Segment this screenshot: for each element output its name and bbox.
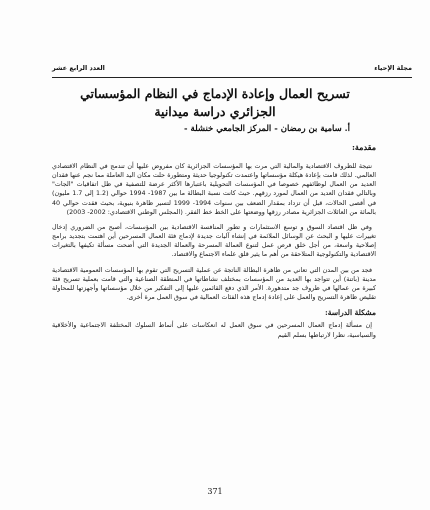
author-line: أ. سامية بن رمضان - المركز الجامعي خنشلة - bbox=[184, 124, 350, 134]
title-line-1: تسريح العمال وإعادة الإدماج في النظام المؤسساتي bbox=[80, 86, 350, 101]
header-rule bbox=[52, 77, 412, 78]
issue-label: العدد الرابع عشر bbox=[52, 64, 105, 72]
intro-heading: مقدمة: bbox=[351, 142, 376, 152]
title-line-2: الجزائري دراسة ميدانية bbox=[154, 104, 276, 119]
running-header bbox=[52, 62, 412, 76]
article-body bbox=[52, 150, 376, 482]
paragraph: نتيجة للظروف الاقتصادية والمالية التي مرت بها المؤسسات الجزائرية كان مفروض عليها أن تندمج في النظام الاقتصادي العالمي. لذلك قامت بإعادة هيكلة مؤسساتها واعتمدت تكنولوجيا حديثة ومتطورة حلت مكان اليد العاملة مما نجم عنها فقدان العديد من العمال لوظائفهم خصوصا في المؤسسات التحويلية باعتبارها الأكثر عرضة للتصفية في ظل اتفاقيات "الجات" وبالتالي فقدان العديد من العمال لمورد رزقهم. حيث كانت نسبة البطالة ما بين 1987- 1994 حوالي (1.2 إلى 1.7 مليون) في أقصى الحالات، قبل أن تزداد بمقدار الضعف بين سنوات 1994- 1999 لتسير ظاهرة بنيوية، بحيث فقدت حوالي 40 بالمائة من العائلات الجزائرية مصادر رزقها ووضعتها على الخط خط الفقر. (المجلس الوطني الاقتصادي: 2002- 2003) bbox=[52, 163, 376, 216]
paragraph: وفي ظل اقتصاد السوق و توسع الاستثمارات و تطور المنافسة الاقتصادية بين المؤسسات، أصبح من الضروري إدخال تغييرات عليها و البحث عن الوسائل الملائمة في إنشاء آليات جديدة لإدماج فئة العمال المسرحين أين اهتمت بتجديد برامج إصلاحية واسعة، من أجل خلق فرص عمل لتنوع العمالة المسرحة والعمالة الجديدة التي أضحت مسألة تكيفها بالتغيرات الاقتصادية والتكنولوجية المتلاحقة من أهم ما يثير قلق علماء الاجتماع والاقتصاد. bbox=[52, 223, 376, 259]
page-number: 371 bbox=[207, 487, 223, 496]
article-title bbox=[40, 86, 390, 120]
problem-heading: مشكلة الدراسة: bbox=[324, 308, 376, 318]
paragraph: إن مسألة إدماج العمال المسرحين في سوق العمل له انعكاسات على أنماط السلوك المختلفة الاجتماعية والأخلاقية والسياسية، نظرا لارتباطها بسلم القيم bbox=[52, 322, 376, 339]
journal-name: مجلة الإحياء bbox=[374, 64, 412, 72]
paragraph: فجد من بين المدن التي تعاني من ظاهرة البطالة الناتجة عن عملية التسريح التي تقوم بها المؤسسات العمومية الاقتصادية مدينة (باتنة) أين تتواجد بها العديد من المؤسسات بمختلف نشاطاتها في المنطقة الصناعية والتي قامت بعملية تسريح فئة كبيرة من عمالها في ظروف جد متدهورة. الأمر الذي دفع القائمين عليها إلى التفكير من خلال مؤسساتها وأجهزتها للمحاولة تقليص ظاهرة التسريح والعمل على إعادة إدماج هذه الفئات العمالية في سوق العمل مرة أخرى. bbox=[52, 266, 376, 302]
